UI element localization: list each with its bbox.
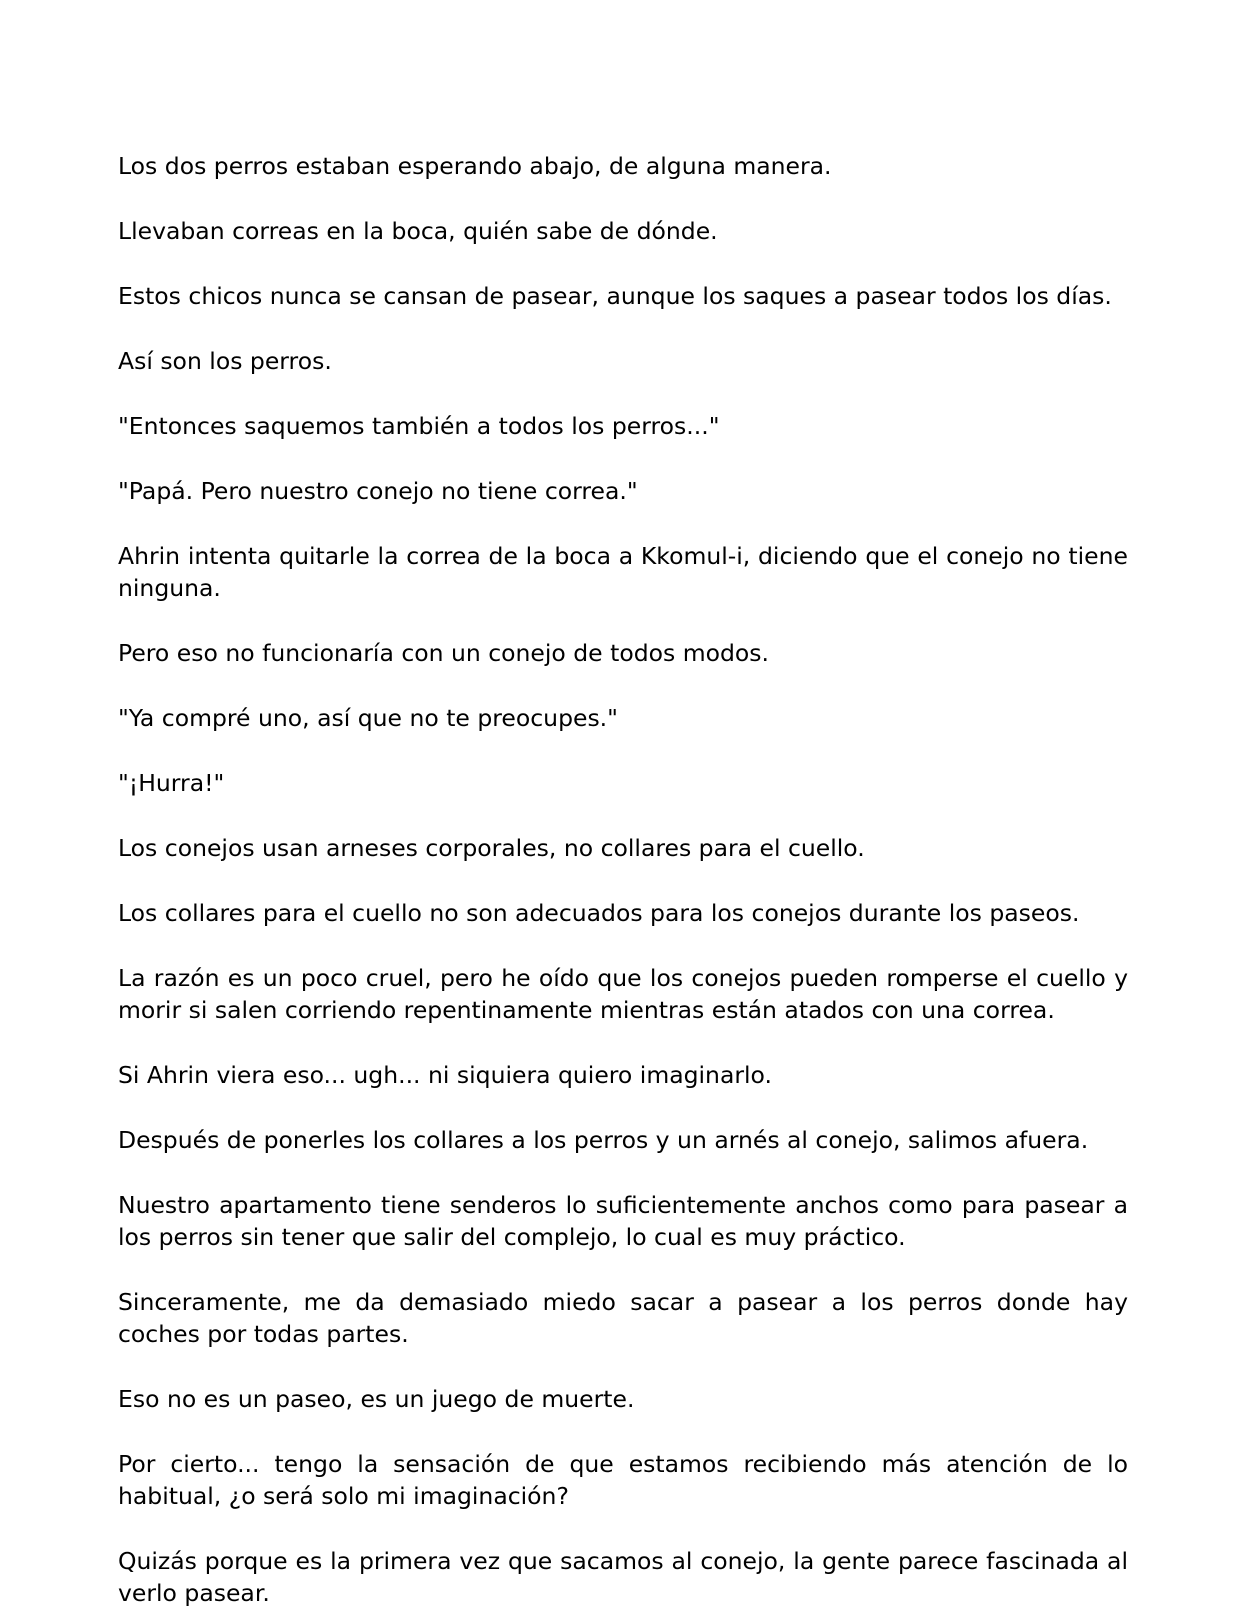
paragraph: Por cierto... tengo la sensación de que estamos recibiendo más atención de lo habitual, ¿o será solo mi imaginación?: [118, 1450, 1128, 1510]
paragraph: Quizás porque es la primera vez que sacamos al conejo, la gente parece fascinada al verlo pasear.: [118, 1547, 1128, 1607]
paragraph: Eso no es un paseo, es un juego de muerte.: [118, 1385, 635, 1413]
paragraph: "Ya compré uno, así que no te preocupes.": [118, 704, 618, 732]
paragraph: Los dos perros estaban esperando abajo, de alguna manera.: [118, 152, 832, 180]
paragraph: Sinceramente, me da demasiado miedo sacar a pasear a los perros donde hay coches por todas partes.: [118, 1288, 1128, 1348]
paragraph: Llevaban correas en la boca, quién sabe de dónde.: [118, 217, 718, 245]
paragraph: Así son los perros.: [118, 347, 332, 375]
paragraph: Estos chicos nunca se cansan de pasear, aunque los saques a pasear todos los días.: [118, 282, 1112, 310]
paragraph: Ahrin intenta quitarle la correa de la boca a Kkomul-i, diciendo que el conejo no tiene ninguna.: [118, 542, 1128, 602]
paragraph: Después de ponerles los collares a los perros y un arnés al conejo, salimos afuera.: [118, 1126, 1089, 1154]
paragraph: Los conejos usan arneses corporales, no collares para el cuello.: [118, 834, 865, 862]
paragraph: Nuestro apartamento tiene senderos lo suficientemente anchos como para pasear a los perros sin tener que salir del complejo, lo cual es muy práctico.: [118, 1191, 1128, 1251]
paragraph: "¡Hurra!": [118, 769, 225, 797]
paragraph: Pero eso no funcionaría con un conejo de todos modos.: [118, 639, 769, 667]
paragraph: La razón es un poco cruel, pero he oído que los conejos pueden romperse el cuello y morir si salen corriendo repentinamente mientras están atados con una correa.: [118, 964, 1128, 1024]
paragraph: "Papá. Pero nuestro conejo no tiene correa.": [118, 477, 638, 505]
paragraph: Los collares para el cuello no son adecuados para los conejos durante los paseos.: [118, 899, 1080, 927]
document-body: [118, 150, 1128, 1620]
paragraph: Si Ahrin viera eso... ugh... ni siquiera quiero imaginarlo.: [118, 1061, 772, 1089]
paragraph: "Entonces saquemos también a todos los perros...": [118, 412, 720, 440]
